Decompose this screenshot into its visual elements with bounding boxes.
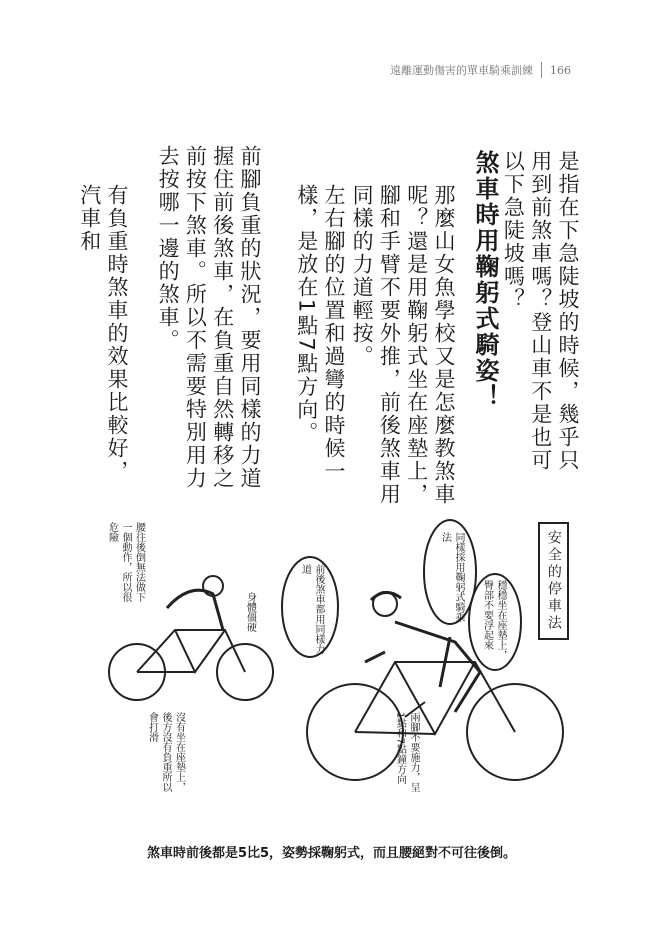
- book-title: 遠離運動傷害的單車騎乘訓練: [390, 64, 533, 77]
- paragraph-3: 左右腳的位置和過彎的時候一樣，是放在1點7點方向。: [294, 184, 346, 483]
- note-safe-title: 安全的停車法: [538, 522, 569, 640]
- section-heading: 煞車時用鞠躬式騎姿！: [471, 150, 499, 410]
- running-header: [390, 62, 571, 78]
- braking-illustration: [95, 512, 585, 812]
- paragraph-1: 是指在下急陡坡的時候，幾乎只用到前煞車嗎？登山車不是也可以下急陡坡嗎？: [501, 150, 580, 472]
- figure-caption: 煞車時前後都是5比5，姿勢採鞠躬式，而且腰絕對不可往後倒。: [146, 846, 517, 861]
- paragraph-5: 有負重時煞車的效果比較好，汽車和: [77, 184, 129, 483]
- note-waist-back: 腰往後倒無法做下一個動作，所以很危險: [106, 522, 145, 602]
- note-same-force: 前後煞車都用同樣力道: [299, 564, 324, 654]
- page-number: 166: [550, 63, 571, 77]
- header-divider: [541, 62, 542, 78]
- note-no-sit: 沒有坐在座墊上，後方沒有負重所以會打滑: [146, 712, 185, 792]
- paragraph-4: 前腳負重的狀況，要用同樣的力道握住前後煞車，在負重自然轉移之前按下煞車。所以不需要特別用力去按哪一邊的煞車。: [156, 145, 262, 490]
- note-feet-position: 兩腳不要施力，呈1點和7點鐘方向: [394, 712, 419, 792]
- note-same-bow: 同樣採用鞠躬式騎乘法: [439, 532, 464, 622]
- note-stiff-body: 身體僵硬: [244, 592, 256, 632]
- note-sit-steady: 穩穩坐在座墊上，臀部不要浮起來: [481, 580, 506, 660]
- paragraph-2: 那麼山女魚學校又是怎麼教煞車呢？還是用鞠躬式坐在座墊上，腳和手臂不要外推，前後煞車用同樣的力道輕按。: [350, 184, 456, 506]
